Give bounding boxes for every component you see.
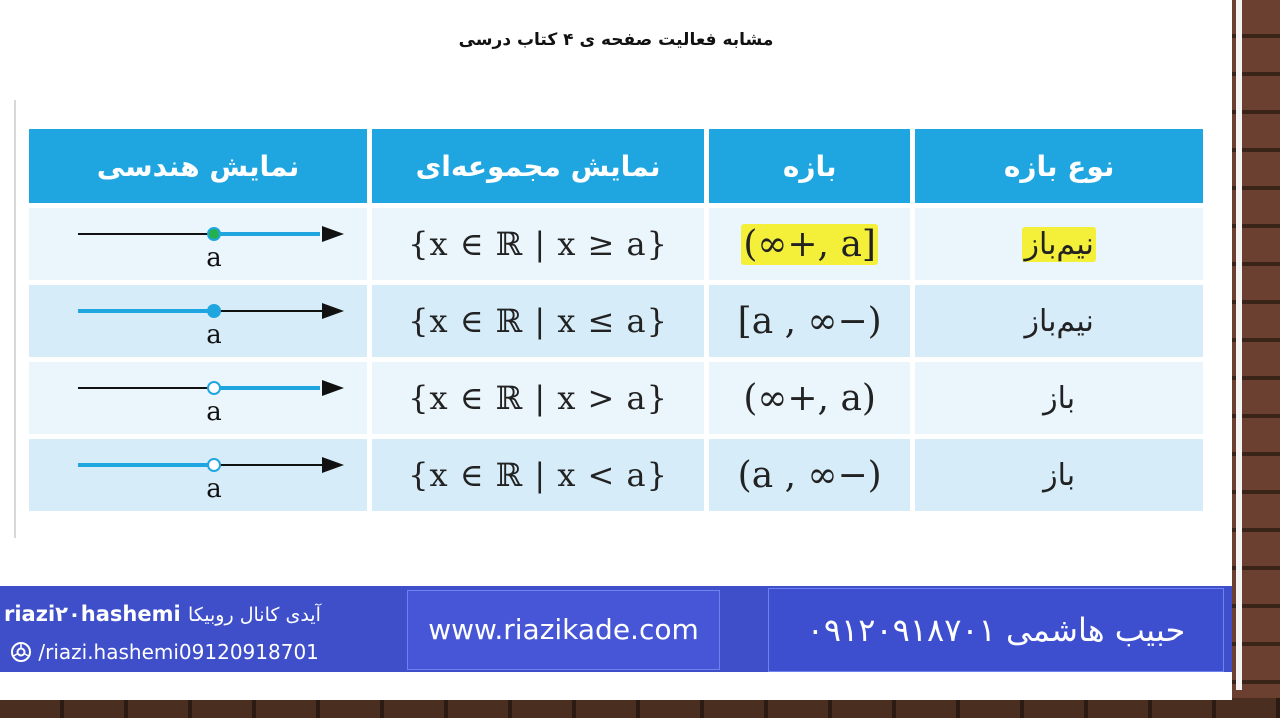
filled-point-icon: [207, 304, 221, 318]
interval-cell: [709, 208, 910, 280]
type-cell: باز: [915, 362, 1203, 434]
channel-label: آیدی کانال روبیکا: [188, 604, 321, 626]
floor-background: [0, 698, 1280, 718]
table-row: [29, 208, 1203, 280]
geometric-cell: [29, 362, 367, 434]
table-header-row: [29, 129, 1203, 203]
website-link[interactable]: www.riazikade.com: [407, 590, 720, 670]
header-geometric: نمایش هندسی: [29, 129, 367, 203]
number-line: [48, 212, 348, 272]
instagram-handle[interactable]: /riazi.hashemi09120918701: [38, 640, 319, 664]
channel-line: [4, 602, 344, 626]
point-label: a: [206, 397, 222, 426]
set-cell: {x ∈ ℝ | x > a}: [372, 362, 704, 434]
number-line: [48, 366, 348, 426]
header-interval: بازه: [709, 129, 910, 203]
contact-box: حبیب هاشمی ۰۹۱۲۰۹۱۸۷۰۱: [768, 588, 1224, 672]
open-point-icon: [208, 382, 220, 394]
page-bottom-margin: [0, 672, 1232, 692]
arrow-head-icon: [322, 380, 344, 396]
interval-cell: (−∞ , a]: [709, 285, 910, 357]
geometric-cell: [29, 285, 367, 357]
type-text: نیم‌باز: [1024, 226, 1094, 262]
interval-text: [a ,+∞): [743, 223, 876, 265]
arrow-head-icon: [322, 457, 344, 473]
point-label: a: [206, 320, 222, 349]
number-line: [48, 289, 348, 349]
geometric-cell: [29, 439, 367, 511]
interval-cell: (−∞ , a): [709, 439, 910, 511]
set-cell: {x ∈ ℝ | x ≤ a}: [372, 285, 704, 357]
set-cell: {x ∈ ℝ | x < a}: [372, 439, 704, 511]
geometric-cell: [29, 208, 367, 280]
page-heading: مشابه فعالیت صفحه ی ۴ کتاب درسی: [458, 30, 774, 50]
interval-table: [24, 124, 1208, 516]
instagram-icon: [10, 641, 32, 663]
point-label: a: [206, 474, 222, 503]
header-type: نوع بازه: [915, 129, 1203, 203]
arrow-head-icon: [322, 226, 344, 242]
page-edge: [1236, 0, 1242, 690]
header-set: نمایش مجموعه‌ای: [372, 129, 704, 203]
table-row: [29, 439, 1203, 511]
interval-cell: (a ,+∞): [709, 362, 910, 434]
margin-rule: [14, 100, 16, 538]
point-label: a: [206, 243, 222, 272]
instagram-line: [10, 640, 319, 664]
set-cell: {x ∈ ℝ | x ≥ a}: [372, 208, 704, 280]
channel-id[interactable]: riazi۲۰hashemi: [4, 602, 181, 626]
table-row: [29, 362, 1203, 434]
open-point-icon: [208, 459, 220, 471]
type-cell: [915, 208, 1203, 280]
filled-point-icon: [208, 228, 220, 240]
arrow-head-icon: [322, 303, 344, 319]
type-cell: نیم‌باز: [915, 285, 1203, 357]
footer-social: [0, 586, 404, 672]
number-line: [48, 443, 348, 503]
footer-banner: [0, 586, 1232, 672]
table-row: [29, 285, 1203, 357]
type-cell: باز: [915, 439, 1203, 511]
